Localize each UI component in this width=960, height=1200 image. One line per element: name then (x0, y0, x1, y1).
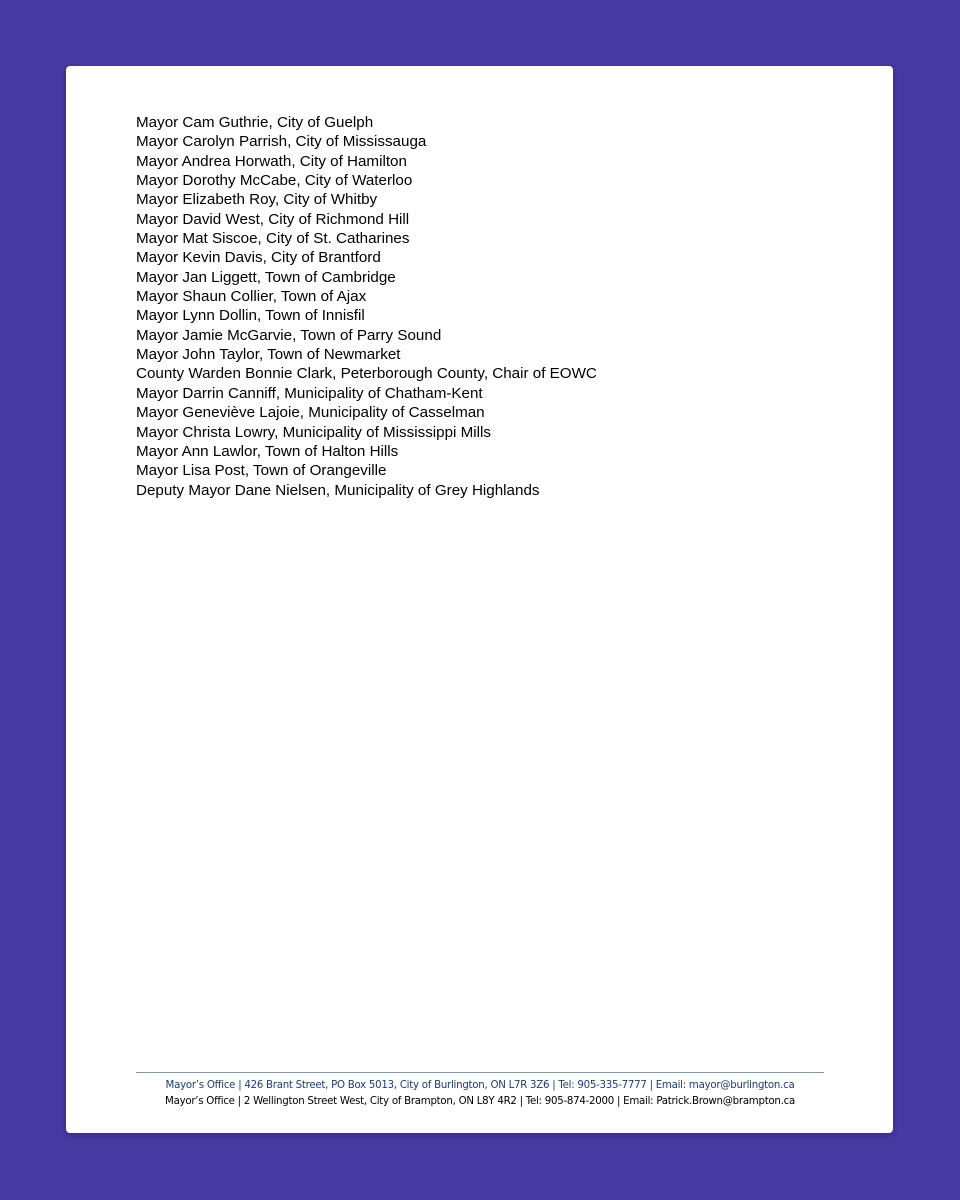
signatory-item: Mayor Shaun Collier, Town of Ajax (136, 288, 367, 306)
letter-page (66, 66, 893, 1133)
letterhead-footer (136, 1072, 824, 1110)
signatory-item: Mayor Lynn Dollin, Town of Innisfil (136, 307, 365, 325)
footer-burlington-office: Mayor’s Office | 426 Brant Street, PO Box 5013, City of Burlington, ON L7R 3Z6 | Tel: 905-335-7777 | Email: mayor@burlington.ca (165, 1080, 795, 1091)
signatory-item: Mayor Geneviève Lajoie, Municipality of Casselman (136, 404, 485, 422)
signatory-item: Mayor Kevin Davis, City of Brantford (136, 249, 381, 267)
footer-divider (136, 1072, 824, 1073)
signatory-item: Mayor Andrea Horwath, City of Hamilton (136, 152, 407, 170)
signatory-item: Deputy Mayor Dane Nielsen, Municipality of Grey Highlands (136, 481, 540, 499)
signatory-item: County Warden Bonnie Clark, Peterborough County, Chair of EOWC (136, 365, 597, 383)
signatory-item: Mayor Jamie McGarvie, Town of Parry Sound (136, 326, 442, 344)
signatory-item: Mayor Jan Liggett, Town of Cambridge (136, 268, 396, 286)
signatory-item: Mayor John Taylor, Town of Newmarket (136, 346, 401, 364)
signatory-list (136, 113, 597, 500)
signatory-item: Mayor Lisa Post, Town of Orangeville (136, 462, 387, 480)
signatory-item: Mayor Carolyn Parrish, City of Mississauga (136, 133, 427, 151)
signatory-item: Mayor Cam Guthrie, City of Guelph (136, 114, 374, 131)
signatory-item: Mayor Mat Siscoe, City of St. Catharines (136, 230, 410, 248)
signatory-item: Mayor David West, City of Richmond Hill (136, 210, 410, 228)
footer-brampton-office: Mayor’s Office | 2 Wellington Street West, City of Brampton, ON L8Y 4R2 | Tel: 905-874-2000 | Email: Patrick.Brown@brampton.ca (165, 1096, 795, 1107)
signatory-item: Mayor Christa Lowry, Municipality of Mississippi Mills (136, 423, 492, 441)
signatory-item: Mayor Dorothy McCabe, City of Waterloo (136, 172, 413, 190)
signatory-item: Mayor Darrin Canniff, Municipality of Chatham-Kent (136, 384, 483, 402)
signatory-item: Mayor Elizabeth Roy, City of Whitby (136, 191, 378, 209)
signatory-item: Mayor Ann Lawlor, Town of Halton Hills (136, 442, 399, 460)
